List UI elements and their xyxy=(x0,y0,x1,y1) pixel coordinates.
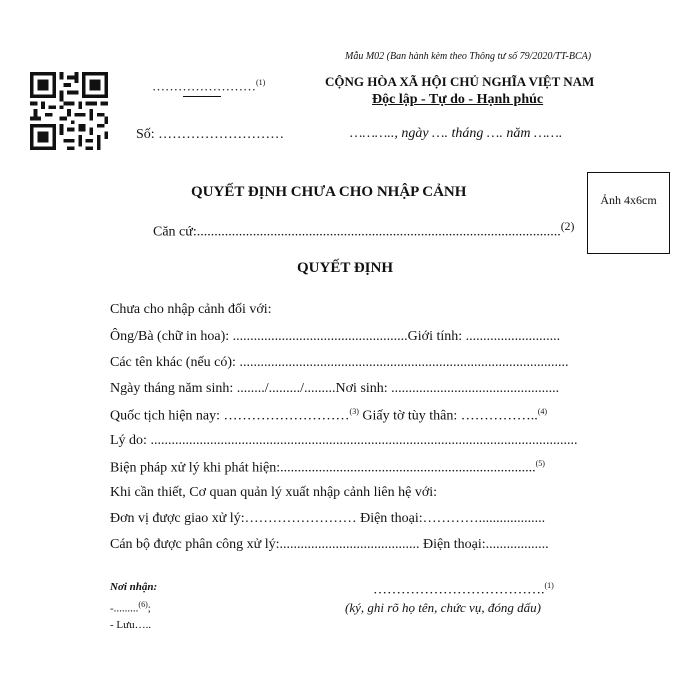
birth-line xyxy=(110,381,559,397)
officer-line xyxy=(110,537,549,553)
footnote-marker: (6) xyxy=(138,600,148,609)
other-names-line xyxy=(110,355,568,371)
signer-title-field xyxy=(373,581,554,599)
legal-basis-text: Căn cứ:........................................................................................................ xyxy=(153,224,561,240)
footnote-marker: (1) xyxy=(544,581,554,590)
footnote-marker: (5) xyxy=(535,459,545,468)
recipient-tail: ; xyxy=(147,602,151,615)
qr-code xyxy=(30,68,108,154)
recipient-archive: - Lưu….. xyxy=(110,619,152,631)
legal-basis-line xyxy=(153,220,574,241)
footnote-marker: (2) xyxy=(560,220,575,233)
issuing-agency-dots: …………………… xyxy=(152,78,256,94)
national-motto: Độc lập - Tự do - Hạnh phúc xyxy=(372,92,544,107)
line-text: Chưa cho nhập cảnh đối với: xyxy=(110,302,272,317)
entry-subject-line xyxy=(110,302,272,318)
recipients-title: Nơi nhận: xyxy=(110,581,158,593)
nationality-id-line xyxy=(110,407,547,425)
form-reference-note: Mẫu M02 (Ban hành kèm theo Thông tư số 79/2020/TT-BCA) xyxy=(345,51,592,62)
footnote-marker: (3) xyxy=(349,407,359,416)
line-text: Biện pháp xử lý khi phát hiện:......................................................................... xyxy=(110,460,536,476)
line-text-id: Giấy tờ tùy thân: …………….. xyxy=(358,408,538,424)
signer-dots: ………………………………. xyxy=(373,582,545,598)
document-title: QUYẾT ĐỊNH CHƯA CHO NHẬP CẢNH xyxy=(191,184,467,200)
place-date-field: ……….., ngày …. tháng …. năm ……. xyxy=(350,126,563,141)
line-text: Khi cần thiết, Cơ quan quản lý xuất nhập cảnh liên hệ với: xyxy=(110,485,438,500)
decision-heading: QUYẾT ĐỊNH xyxy=(297,260,393,276)
line-text: Các tên khác (nếu có): .............................................................................................. xyxy=(110,355,569,370)
footnote-marker: (4) xyxy=(537,407,548,416)
issuer-underline xyxy=(183,96,221,97)
line-text: Lý do: .......................................................................................................................... xyxy=(110,433,578,448)
signature-instruction: (ký, ghi rõ họ tên, chức vụ, đóng dấu) xyxy=(345,600,541,615)
handling-measure-line xyxy=(110,459,545,477)
recipient-text: -......... xyxy=(110,602,139,615)
line-text: Đơn vị được giao xử lý:…………………… Điện thoại:…………................... xyxy=(110,511,546,526)
recipient-item xyxy=(110,600,151,615)
footnote-marker: (1) xyxy=(256,78,266,87)
contact-intro-line xyxy=(110,485,437,501)
document-number-field: Số: ……………………… xyxy=(136,127,285,142)
reason-line xyxy=(110,433,577,449)
line-text: Quốc tịch hiện nay: ……………………… xyxy=(110,408,350,424)
issuing-agency-field xyxy=(152,78,265,94)
line-text: Ngày tháng năm sinh: ......../........./.........Nơi sinh: ................................................ xyxy=(110,381,560,396)
photo-label: Ảnh 4x6cm xyxy=(600,193,657,207)
photo-placeholder xyxy=(587,172,670,254)
handling-unit-line xyxy=(110,511,545,527)
national-title: CỘNG HÒA XÃ HỘI CHỦ NGHĨA VIỆT NAM xyxy=(325,74,595,89)
line-text: Cán bộ được phân công xử lý:........................................ Điện thoại:.................. xyxy=(110,537,549,552)
line-text: Ông/Bà (chữ in hoa): ..................................................Giới tính: ........................... xyxy=(110,329,561,344)
name-gender-line xyxy=(110,329,560,345)
